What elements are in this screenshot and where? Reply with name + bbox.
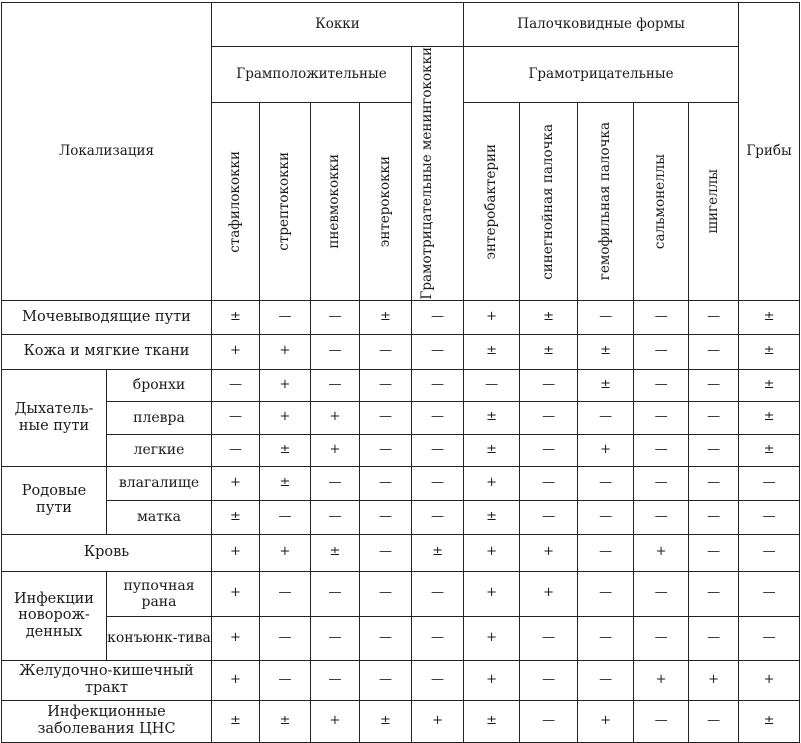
table-row: [2, 700, 800, 742]
value-cell: +: [212, 571, 260, 616]
gram-positive-header: Грамположительные: [212, 47, 412, 103]
value-cell: —: [360, 660, 412, 700]
value-cell: ±: [464, 401, 520, 434]
value-cell: —: [360, 616, 412, 660]
value-cell: —: [689, 466, 739, 500]
value-cell: ±: [464, 700, 520, 742]
value-cell: —: [212, 401, 260, 434]
value-cell: —: [412, 660, 464, 700]
value-cell: —: [360, 401, 412, 434]
value-cell: —: [578, 534, 634, 571]
col-header-enterococci: энтерококки: [360, 103, 412, 300]
value-cell: —: [634, 369, 689, 401]
value-cell: ±: [464, 434, 520, 466]
value-cell: —: [311, 500, 360, 534]
value-cell: ±: [464, 334, 520, 369]
value-cell: —: [412, 500, 464, 534]
value-cell: ±: [212, 700, 260, 742]
value-cell: —: [260, 660, 311, 700]
table-row: [2, 660, 800, 700]
value-cell: —: [634, 500, 689, 534]
value-cell: +: [212, 660, 260, 700]
value-cell: —: [578, 300, 634, 334]
value-cell: —: [689, 369, 739, 401]
table-row: [2, 300, 800, 334]
value-cell: ±: [311, 534, 360, 571]
value-cell: —: [634, 401, 689, 434]
value-cell: —: [578, 660, 634, 700]
value-cell: —: [412, 401, 464, 434]
header-row-1: [2, 3, 800, 47]
value-cell: —: [520, 500, 578, 534]
value-cell: —: [578, 401, 634, 434]
pathogen-localization-table: [1, 2, 800, 743]
table-row: [2, 534, 800, 571]
value-cell: +: [520, 571, 578, 616]
fungi-header: Грибы: [739, 3, 800, 301]
value-cell: +: [578, 700, 634, 742]
value-cell: ±: [520, 334, 578, 369]
value-cell: —: [634, 434, 689, 466]
value-cell: —: [311, 616, 360, 660]
value-cell: +: [260, 534, 311, 571]
value-cell: —: [360, 466, 412, 500]
value-cell: —: [260, 300, 311, 334]
value-cell: —: [578, 500, 634, 534]
value-cell: —: [520, 616, 578, 660]
localization-cell: Инфекционные заболевания ЦНС: [2, 700, 212, 742]
table-row: [2, 434, 800, 466]
value-cell: —: [689, 700, 739, 742]
value-cell: +: [311, 434, 360, 466]
table-row: [2, 466, 800, 500]
value-cell: +: [311, 401, 360, 434]
localization-sub-cell: конъюнк-тива: [107, 616, 212, 660]
value-cell: —: [311, 369, 360, 401]
value-cell: —: [212, 434, 260, 466]
value-cell: ±: [360, 700, 412, 742]
table-row: [2, 334, 800, 369]
value-cell: +: [464, 571, 520, 616]
col-header-pseudomonas: синегнойная палочка: [520, 103, 578, 300]
value-cell: ±: [360, 300, 412, 334]
value-cell: —: [520, 369, 578, 401]
value-cell: +: [464, 466, 520, 500]
value-cell: +: [739, 660, 800, 700]
table-row: [2, 401, 800, 434]
value-cell: —: [689, 571, 739, 616]
value-cell: +: [464, 616, 520, 660]
value-cell: —: [689, 434, 739, 466]
localization-sub-cell: пупочная рана: [107, 571, 212, 616]
value-cell: —: [520, 401, 578, 434]
localization-header: Локализация: [2, 3, 212, 301]
value-cell: —: [360, 334, 412, 369]
value-cell: —: [634, 700, 689, 742]
value-cell: —: [412, 369, 464, 401]
localization-sub-cell: бронхи: [107, 369, 212, 401]
value-cell: —: [311, 466, 360, 500]
value-cell: —: [360, 369, 412, 401]
value-cell: —: [634, 571, 689, 616]
col-header-streptococci: стрептококки: [260, 103, 311, 300]
value-cell: —: [689, 401, 739, 434]
value-cell: —: [689, 500, 739, 534]
value-cell: +: [634, 534, 689, 571]
value-cell: +: [212, 466, 260, 500]
value-cell: —: [311, 300, 360, 334]
value-cell: —: [739, 466, 800, 500]
value-cell: —: [689, 616, 739, 660]
value-cell: +: [464, 300, 520, 334]
col-header-enterobacteria: энтеробактерии: [464, 103, 520, 300]
value-cell: —: [360, 534, 412, 571]
value-cell: ±: [520, 300, 578, 334]
value-cell: —: [260, 616, 311, 660]
value-cell: +: [260, 401, 311, 434]
value-cell: —: [634, 466, 689, 500]
value-cell: +: [412, 700, 464, 742]
gram-negative-cocci-label: Грамотрицательные менингококки: [418, 47, 435, 300]
value-cell: ±: [739, 434, 800, 466]
value-cell: —: [412, 466, 464, 500]
value-cell: —: [311, 571, 360, 616]
value-cell: ±: [739, 700, 800, 742]
value-cell: —: [212, 369, 260, 401]
value-cell: —: [634, 616, 689, 660]
value-cell: —: [412, 300, 464, 334]
value-cell: ±: [212, 300, 260, 334]
value-cell: —: [689, 534, 739, 571]
value-cell: —: [412, 434, 464, 466]
table-row: [2, 500, 800, 534]
value-cell: —: [634, 300, 689, 334]
value-cell: +: [212, 534, 260, 571]
value-cell: ±: [412, 534, 464, 571]
localization-sub-cell: матка: [107, 500, 212, 534]
value-cell: —: [739, 534, 800, 571]
localization-cell: Мочевыводящие пути: [2, 300, 212, 334]
value-cell: +: [212, 334, 260, 369]
col-header-shigella: шигеллы: [689, 103, 739, 300]
value-cell: —: [520, 434, 578, 466]
value-cell: —: [689, 334, 739, 369]
localization-cell: Кожа и мягкие ткани: [2, 334, 212, 369]
value-cell: ±: [578, 369, 634, 401]
value-cell: +: [260, 334, 311, 369]
col-header-haemophilus: гемофильная палочка: [578, 103, 634, 300]
value-cell: +: [260, 369, 311, 401]
col-header-pneumococci: пневмококки: [311, 103, 360, 300]
rods-header: Палочковидные формы: [464, 3, 739, 47]
localization-sub-cell: плевра: [107, 401, 212, 434]
col-header-salmonella: сальмонеллы: [634, 103, 689, 300]
localization-group-cell: Дыхатель-ные пути: [2, 369, 107, 466]
value-cell: —: [578, 571, 634, 616]
col-header-staphylococci: стафилококки: [212, 103, 260, 300]
value-cell: ±: [739, 401, 800, 434]
value-cell: —: [578, 616, 634, 660]
value-cell: +: [634, 660, 689, 700]
value-cell: —: [360, 500, 412, 534]
value-cell: +: [578, 434, 634, 466]
table-row: [2, 369, 800, 401]
value-cell: —: [360, 571, 412, 616]
value-cell: —: [739, 616, 800, 660]
localization-group-cell: Инфекции новорож-денных: [2, 571, 107, 660]
value-cell: ±: [578, 334, 634, 369]
value-cell: —: [412, 334, 464, 369]
value-cell: —: [689, 300, 739, 334]
value-cell: +: [464, 534, 520, 571]
value-cell: ±: [464, 500, 520, 534]
value-cell: +: [520, 534, 578, 571]
localization-sub-cell: легкие: [107, 434, 212, 466]
value-cell: —: [412, 616, 464, 660]
value-cell: —: [412, 571, 464, 616]
value-cell: —: [578, 466, 634, 500]
gram-negative-cocci-header: [412, 47, 464, 301]
value-cell: ±: [260, 700, 311, 742]
table-row: [2, 571, 800, 616]
value-cell: +: [689, 660, 739, 700]
value-cell: —: [260, 500, 311, 534]
localization-cell: Желудочно-кишечный тракт: [2, 660, 212, 700]
value-cell: —: [311, 660, 360, 700]
value-cell: +: [464, 660, 520, 700]
value-cell: —: [520, 700, 578, 742]
value-cell: ±: [212, 500, 260, 534]
value-cell: ±: [739, 300, 800, 334]
value-cell: —: [311, 334, 360, 369]
value-cell: ±: [260, 434, 311, 466]
value-cell: —: [464, 369, 520, 401]
value-cell: —: [739, 500, 800, 534]
value-cell: —: [634, 334, 689, 369]
value-cell: —: [520, 466, 578, 500]
localization-sub-cell: влагалище: [107, 466, 212, 500]
gram-negative-header: Грамотрицательные: [464, 47, 739, 103]
value-cell: —: [360, 434, 412, 466]
table-row: [2, 616, 800, 660]
value-cell: +: [311, 700, 360, 742]
value-cell: ±: [260, 466, 311, 500]
value-cell: —: [739, 571, 800, 616]
value-cell: —: [260, 571, 311, 616]
value-cell: ±: [739, 369, 800, 401]
value-cell: —: [520, 660, 578, 700]
value-cell: ±: [739, 334, 800, 369]
localization-cell: Кровь: [2, 534, 212, 571]
cocci-header: Кокки: [212, 3, 464, 47]
value-cell: +: [212, 616, 260, 660]
localization-group-cell: Родовые пути: [2, 466, 107, 534]
